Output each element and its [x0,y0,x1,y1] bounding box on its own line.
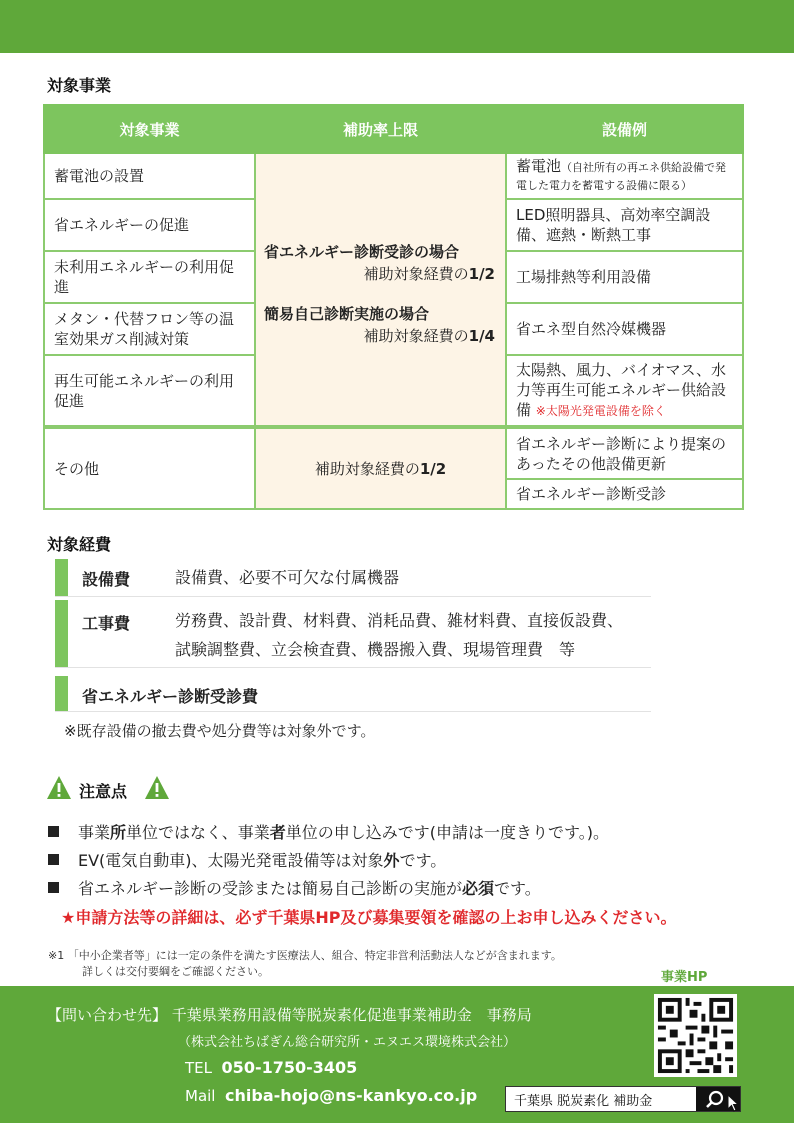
equipment-unused-energy: 工場排熱等利用設備 [506,251,743,303]
equipment-methane: 省エネ型自然冷媒機器 [506,303,743,355]
equipment-other-2: 省エネルギー診断受診 [506,479,743,509]
expense-label: 工事費 [82,614,131,633]
business-unused-energy: 未利用エネルギーの利用促進 [44,251,255,303]
expense-value-2: 試験調整費、立会検査費、機器搬入費、現場管理費 等 [175,640,576,659]
contact-mail[interactable]: Mail chiba-hojo@ns-kankyo.co.jp [185,1086,478,1105]
project-hp-label: 事業HP [661,970,708,985]
business-other: その他 [44,427,255,509]
expense-value: 労務費、設計費、材料費、消耗品費、雑材料費、直接仮設費、 [175,611,624,630]
header-rate: 補助率上限 [255,105,506,153]
business-renewable: 再生可能エネルギーの利用促進 [44,355,255,427]
equipment-renewable: 太陽熱、風力、バイオマス、水力等再生可能エネルギー供給設備 ※太陽光発電設備を除く [506,355,743,427]
expense-item-equipment [55,559,651,597]
search-box[interactable] [505,1086,741,1112]
expense-bar [55,676,68,711]
rate-other: 補助対象経費の1/2 [255,427,506,509]
business-energy-saving: 省エネルギーの促進 [44,199,255,251]
expense-label: 省エネルギー診断受診費 [82,687,259,706]
rate-case2-title: 簡易自己診断実施の場合 [264,304,430,323]
expense-bar [55,559,68,596]
contact-footer [0,986,794,1123]
header-business: 対象事業 [44,105,255,153]
contact-org: （株式会社ちばぎん総合研究所・エヌエス環境株式会社） [178,1035,517,1050]
expense-label: 設備費 [82,570,131,589]
expense-value: 設備費、必要不可欠な付属機器 [175,568,400,587]
qr-code-icon[interactable] [654,994,737,1077]
expense-bar [55,600,68,667]
rate-case1-title: 省エネルギー診断受診の場合 [264,242,460,261]
search-text: 千葉県 脱炭素化 補助金 [514,1094,653,1109]
footnote-1: ※1 「中小企業者等」には一定の条件を満たす医療法人、組合、特定非営利活動法人などが含まれます。 [48,949,562,962]
equipment-energy-saving: LED照明器具、高効率空調設備、遮熱・断熱工事 [506,199,743,251]
header-equipment: 設備例 [506,105,743,153]
warning-triangle-icon [144,775,170,801]
note-bullet-3: 省エネルギー診断の受診または簡易自己診断の実施が必須です。 [48,876,541,899]
cursor-icon [727,1094,741,1112]
rate-case2-line: 補助対象経費の1/4 [363,326,495,345]
application-red-note: ★申請方法等の詳細は、必ず千葉県HP及び募集要領を確認の上お申し込みください。 [61,908,677,927]
business-table [43,104,744,510]
contact-title: 【問い合わせ先】 千葉県業務用設備等脱炭素化促進事業補助金 事務局 [47,1006,532,1024]
expense-item-construction [55,600,651,668]
section-title-notes: 注意点 [79,782,128,801]
section-title-expenses: 対象経費 [47,535,112,554]
contact-tel: TEL 050-1750-3405 [185,1058,358,1077]
rate-case1-line: 補助対象経費の1/2 [363,264,495,283]
rate-cell [255,153,506,427]
equipment-other-1: 省エネルギー診断により提案のあったその他設備更新 [506,427,743,479]
footnote-2: 詳しくは交付要綱をご確認ください。 [82,965,269,978]
note-bullet-1: 事業所単位ではなく、事業者単位の申し込みです(申請は一度きりです。)。 [48,820,609,843]
expense-item-diagnosis [55,676,651,712]
business-methane: メタン・代替フロン等の温室効果ガス削減対策 [44,303,255,355]
warning-triangle-icon [46,775,72,801]
note-bullet-2: EV(電気自動車)、太陽光発電設備等は対象外です。 [48,848,446,871]
top-banner [0,0,794,53]
section-title-business: 対象事業 [47,76,112,95]
expense-note: ※既存設備の撤去費や処分費等は対象外です。 [64,722,376,740]
equipment-battery: 蓄電池（自社所有の再エネ供給設備で発電した電力を蓄電する設備に限る） [506,153,743,199]
business-battery: 蓄電池の設置 [44,153,255,199]
